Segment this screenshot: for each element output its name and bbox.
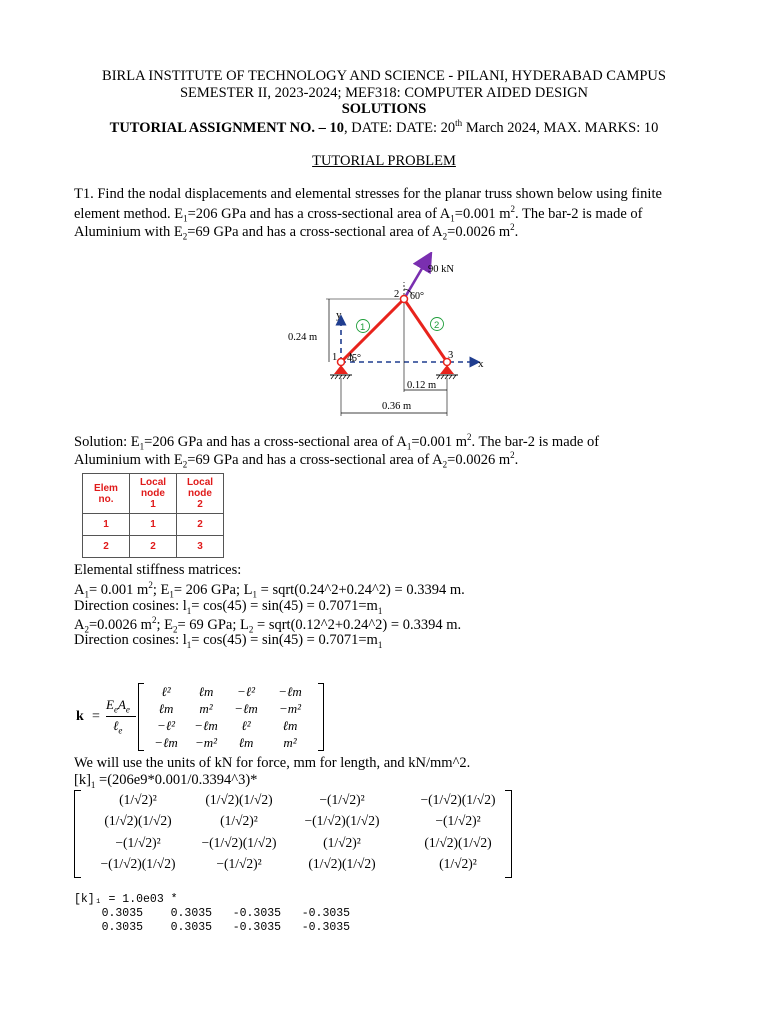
k1-matrix-cell: −(1/√2)(1/√2) — [201, 835, 277, 850]
large-dimension-label: 0.36 m — [382, 401, 412, 412]
formula-matrix-cell: −ℓm — [234, 701, 258, 716]
header-text: no. — [98, 493, 114, 505]
fraction-bar — [106, 716, 136, 717]
text-span: . The bar-2 is made of — [515, 205, 643, 222]
text-span: A — [74, 581, 85, 598]
code-output-line-3: 0.3035 0.3035 -0.3035 -0.3035 — [74, 921, 351, 934]
text-span: A — [117, 697, 126, 712]
equals-sign: = — [92, 709, 100, 724]
text-span: Direction cosines: l — [74, 632, 187, 648]
k1-right-bracket — [505, 790, 512, 878]
subscript: 2 — [442, 459, 448, 470]
solution-line-2 — [74, 450, 518, 470]
formula-matrix-cell: −m² — [278, 701, 302, 716]
text-span: A — [74, 616, 85, 633]
header-local-node-2 — [177, 474, 224, 514]
bar-2 — [404, 299, 447, 362]
k-symbol: k — [76, 709, 84, 724]
k1-matrix-cell: −(1/√2)² — [319, 792, 365, 807]
table-row — [83, 514, 224, 536]
text-span: = sqrt(0.12^2+0.24^2) = 0.3394 m. — [253, 616, 462, 633]
subscript: 1 — [377, 605, 383, 616]
header-text: node — [141, 488, 165, 499]
table-header-row — [83, 474, 224, 514]
angle-label-bottom: 45° — [347, 353, 361, 364]
subscript: 1 — [450, 213, 455, 224]
header-text: 1 — [150, 499, 156, 510]
k1-matrix-cell: −(1/√2)(1/√2) — [304, 813, 380, 828]
angle-label-top: 60° — [410, 291, 424, 302]
formula-matrix-cell: −ℓ² — [236, 684, 256, 699]
table-cell: 3 — [177, 536, 224, 558]
stiffness-heading: Elemental stiffness matrices: — [74, 562, 242, 578]
k1-matrix-cell: −(1/√2)² — [435, 813, 481, 828]
text-span: [k] — [74, 772, 91, 788]
k1-matrix-cell: −(1/√2)(1/√2) — [100, 856, 176, 871]
text-span: = sqrt(0.24^2+0.24^2) = 0.3394 m. — [257, 581, 465, 598]
text-span: =(206e9*0.001/0.3394^3)* — [95, 772, 258, 788]
subscript: 2 — [182, 459, 188, 470]
text-span: =69 GPa and has a cross-sectional area of A — [187, 223, 443, 240]
formula-matrix-cell: −ℓ² — [156, 718, 176, 733]
solution-line-1 — [74, 432, 599, 452]
text-span: = 0.001 m — [88, 581, 149, 598]
k1-matrix-cell: (1/√2)(1/√2) — [308, 856, 376, 871]
code-output-line-2: 0.3035 0.3035 -0.3035 -0.3035 — [74, 907, 351, 920]
table-cell: 2 — [177, 514, 224, 536]
text-span: =0.001 m — [454, 205, 511, 222]
formula-matrix-cell: −ℓm — [194, 718, 218, 733]
support-1 — [334, 365, 348, 374]
ground-hatch-3 — [437, 375, 456, 379]
subscript: 1 — [186, 639, 192, 650]
subscript: 2 — [442, 231, 448, 242]
assignment-marks: March 2024, MAX. MARKS: 10 — [462, 119, 659, 136]
table-cell: 2 — [130, 536, 177, 558]
k1-matrix-cell: (1/√2)(1/√2) — [104, 813, 172, 828]
node-3-label: 3 — [448, 350, 454, 361]
header-text: node — [188, 488, 212, 499]
text-span: =0.0026 m — [447, 451, 511, 468]
subscript: 2 — [182, 231, 188, 242]
period: . — [514, 223, 519, 240]
subscript: 1 — [90, 779, 96, 790]
period: . — [514, 451, 519, 468]
formula-matrix-cell: ℓ² — [241, 718, 251, 733]
table-row — [83, 536, 224, 558]
header-local-node-1 — [130, 474, 177, 514]
formula-matrix-cell: ℓm — [158, 701, 174, 716]
text-span: ; E — [152, 581, 170, 598]
x-axis-label: x — [478, 358, 484, 370]
element-1-properties — [74, 580, 465, 600]
semester-heading: SEMESTER II, 2023-2024; MEF318: COMPUTER AIDED DESIGN — [179, 85, 589, 101]
text-span: ℓ — [113, 718, 119, 733]
k1-left-bracket — [74, 790, 81, 878]
institute-heading: BIRLA INSTITUTE OF TECHNOLOGY AND SCIENCE - PILANI, HYDERABAD CAMPUS — [102, 68, 666, 84]
text-span: E — [106, 697, 114, 712]
table-cell: 2 — [83, 536, 130, 558]
small-dimension-label: 0.12 m — [407, 380, 437, 391]
node-1 — [338, 359, 345, 366]
truss-diagram — [280, 252, 510, 422]
force-label: 90 kN — [428, 264, 454, 275]
subscript: 1 — [169, 589, 174, 600]
header-elem-no — [83, 474, 130, 514]
support-3 — [440, 365, 454, 374]
header-text: Local — [186, 477, 214, 488]
formula-matrix-cell: m² — [283, 735, 297, 750]
height-label: 0.24 m — [288, 332, 318, 343]
superscript: 2 — [467, 432, 472, 442]
subscript: e — [113, 704, 118, 715]
subscript: 1 — [84, 589, 89, 600]
assignment-heading — [0, 118, 768, 137]
problem-heading — [0, 153, 768, 170]
text-span: element method. E — [74, 205, 184, 222]
formula-matrix-cell: m² — [199, 701, 213, 716]
right-bracket — [318, 683, 324, 751]
problem-line-2 — [74, 204, 642, 224]
k1-matrix-cell: (1/√2)² — [119, 792, 157, 807]
formula-matrix-cell: −ℓm — [278, 684, 302, 699]
y-axis-label: y — [336, 309, 342, 321]
k1-matrix-cell: (1/√2)² — [323, 835, 361, 850]
subscript: e — [118, 725, 123, 736]
header-text: Local — [139, 477, 167, 488]
table-cell: 1 — [130, 514, 177, 536]
superscript: 2 — [510, 450, 515, 460]
formula-matrix-cell: ℓm — [198, 684, 214, 699]
text-span: = cos(45) = sin(45) = 0.7071=m — [191, 632, 378, 648]
subscript: e — [125, 704, 130, 715]
k1-matrix-cell: (1/√2)(1/√2) — [205, 792, 273, 807]
formula-matrix-cell: ℓm — [282, 718, 298, 733]
node-connectivity-table — [82, 473, 224, 558]
header-text: Elem — [94, 482, 118, 494]
assignment-date: , DATE: DATE: 20 — [344, 119, 456, 136]
text-span: ; E — [156, 616, 173, 633]
subscript: 2 — [248, 624, 254, 635]
superscript: 2 — [510, 222, 515, 232]
text-span: Direction cosines: l — [74, 598, 187, 614]
fraction-numerator — [106, 697, 130, 715]
units-note: We will use the units of kN for force, mm for length, and kN/mm^2. — [74, 755, 471, 771]
formula-matrix-cell: ℓm — [238, 735, 254, 750]
text-span: =206 GPa and has a cross-sectional area of A — [144, 433, 407, 450]
k1-matrix-cell: (1/√2)² — [439, 856, 477, 871]
subscript: 2 — [172, 624, 178, 635]
text-span: Solution: E — [74, 433, 140, 450]
k1-scalar-line — [74, 772, 257, 790]
formula-matrix-cell: ℓ² — [161, 684, 171, 699]
subscript: 1 — [252, 589, 258, 600]
header-text: 2 — [197, 499, 203, 510]
fraction-denominator — [113, 718, 122, 736]
superscript: 2 — [148, 580, 153, 590]
element-1-label: 1 — [360, 322, 366, 333]
k1-matrix-cell: (1/√2)² — [220, 813, 258, 828]
code-output-line-1: [k]₁ = 1.0e03 * — [74, 893, 178, 906]
node-2 — [401, 296, 408, 303]
element-1-direction-cosines — [74, 598, 382, 616]
text-span: =69 GPa and has a cross-sectional area of A — [187, 451, 443, 468]
problem-line-1: T1. Find the nodal displacements and elemental stresses for the planar truss shown below using finite — [74, 186, 662, 202]
k1-matrix-cell: −(1/√2)(1/√2) — [420, 792, 496, 807]
subscript: 1 — [406, 441, 412, 452]
assignment-number: TUTORIAL ASSIGNMENT NO. – 10 — [109, 119, 344, 136]
problem-line-3 — [74, 222, 518, 242]
text-span: = 69 GPa; L — [177, 616, 249, 633]
solutions-heading: SOLUTIONS — [341, 101, 427, 117]
element-2-label: 2 — [434, 320, 440, 331]
date-suffix: th — [455, 118, 463, 128]
left-bracket — [138, 683, 144, 751]
text-span: = cos(45) = sin(45) = 0.7071=m — [191, 598, 378, 614]
formula-matrix-cell: −ℓm — [154, 735, 178, 750]
node-1-label: 1 — [332, 352, 338, 363]
text-span: = 206 GPa; L — [173, 581, 253, 598]
node-2-label: 2 — [394, 289, 400, 300]
superscript: 2 — [510, 204, 515, 214]
text-span: Aluminium with E — [74, 451, 183, 468]
subscript: 1 — [377, 639, 383, 650]
text-span: =0.0026 m — [88, 616, 152, 633]
subscript: 1 — [183, 213, 188, 224]
subscript: 2 — [84, 624, 89, 635]
text-span: =206 GPa and has a cross-sectional area of A — [187, 205, 451, 222]
superscript: 2 — [151, 615, 157, 625]
text-span: =0.001 m — [411, 433, 468, 450]
element-2-direction-cosines — [74, 632, 382, 650]
problem-heading-text: TUTORIAL PROBLEM — [312, 153, 456, 169]
table-cell: 1 — [83, 514, 130, 536]
k1-matrix-cell: (1/√2)(1/√2) — [424, 835, 492, 850]
subscript: 1 — [186, 605, 192, 616]
text-span: . The bar-2 is made of — [471, 433, 600, 450]
k1-matrix-cell: −(1/√2)² — [216, 856, 262, 871]
ground-hatch-1 — [331, 375, 350, 379]
k1-matrix-cell: −(1/√2)² — [115, 835, 161, 850]
subscript: 1 — [139, 441, 145, 452]
text-span: =0.0026 m — [447, 223, 511, 240]
formula-matrix-cell: −m² — [194, 735, 218, 750]
text-span: Aluminium with E — [74, 223, 183, 240]
